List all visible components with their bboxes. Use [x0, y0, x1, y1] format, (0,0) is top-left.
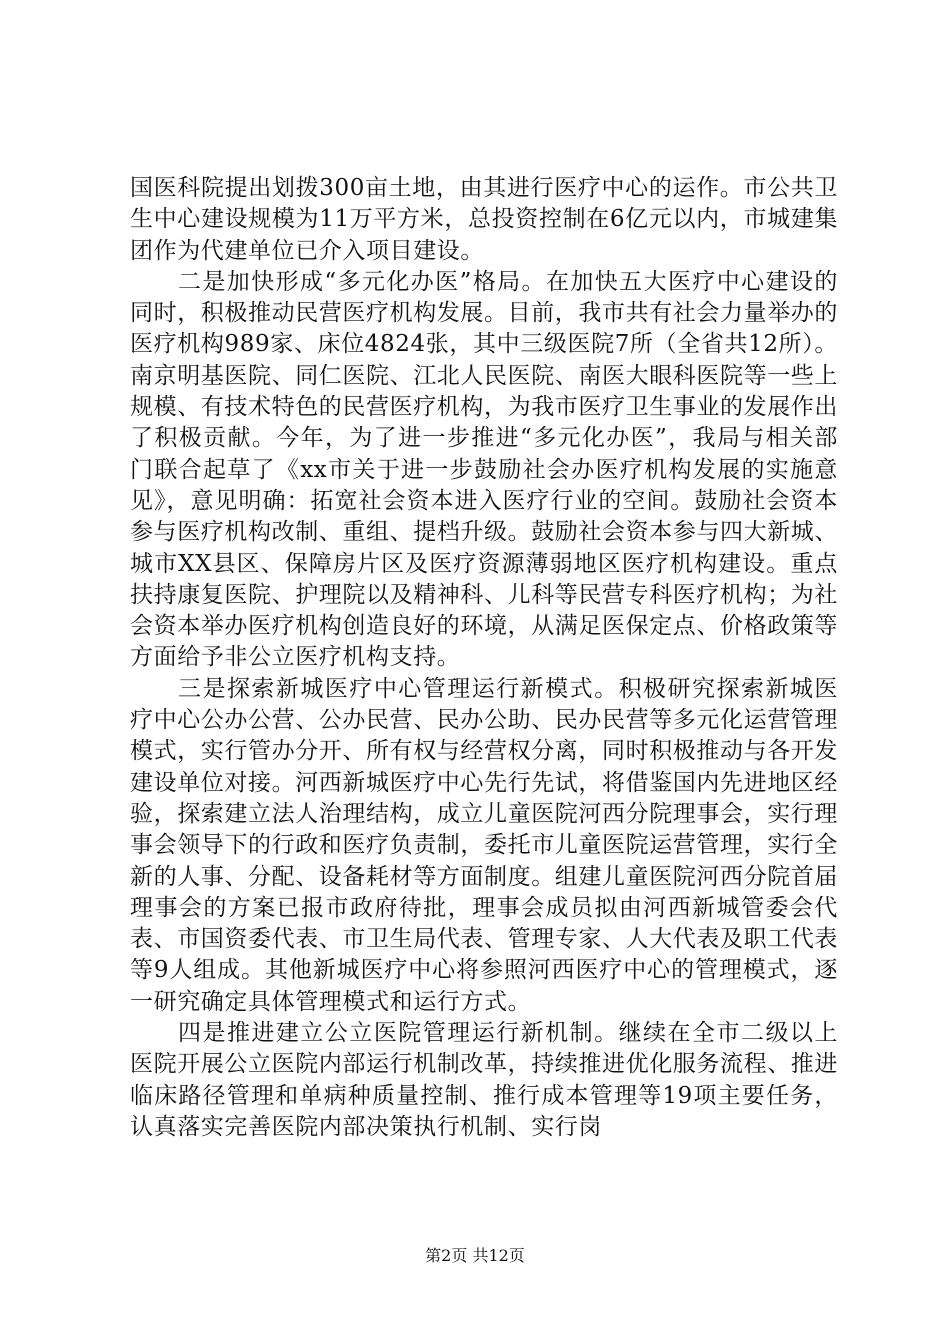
paragraph-public-hospital-mechanism: 四是推进建立公立医院管理运行新机制。继续在全市二级以上医院开展公立医院内部运行机制改革，持续推进优化服务流程、推进临床路径管理和单病种质量控制、推行成本管理等19项主要任务，认真落实完善医院内部决策执行机制、实行岗: [130, 1020, 838, 1140]
paragraph-continuation: 国医科院提出划拨300亩土地，由其进行医疗中心的运作。市公共卫生中心建设规模为11万平方米，总投资控制在6亿元以内，市城建集团作为代建单位已介入项目建设。: [130, 175, 838, 264]
paragraph-new-city-model: 三是探索新城医疗中心管理运行新模式。积极研究探索新城医疗中心公办公营、公办民营、民办公助、民办民营等多元化运营管理模式，实行管办分开、所有权与经营权分离，同时积极推动与各开发建设单位对接。河西新城医疗中心先行先试，将借鉴国内先进地区经验，探索建立法人治理结构，成立儿童医院河西分院理事会，实行理事会领导下的行政和医疗负责制，委托市儿童医院运营管理，实行全新的人事、分配、设备耗材等方面制度。组建儿童医院河西分院首届理事会的方案已报市政府待批，理事会成员拟由河西新城管委会代表、市国资委代表、市卫生局代表、管理专家、人大代表及职工代表等9人组成。其他新城医疗中心将参照河西医疗中心的管理模式，逐一研究确定具体管理模式和运行方式。: [130, 675, 838, 1015]
page-footer: 第2页 共12页: [425, 1246, 525, 1265]
document-body: [130, 173, 838, 1143]
paragraph-diversified-medical: 二是加快形成“多元化办医”格局。在加快五大医疗中心建设的同时，积极推动民营医疗机构发展。目前，我市共有社会力量举办的医疗机构989家、床位4824张，其中三级医院7所（全省共12所）。南京明基医院、同仁医院、江北人民医院、南医大眼科医院等一些上规模、有技术特色的民营医疗机构，为我市医疗卫生事业的发展作出了积极贡献。今年，为了进一步推进“多元化办医”，我局与相关部门联合起草了《xx市关于进一步鼓励社会办医疗机构发展的实施意见》，意见明确：拓宽社会资本进入医疗行业的空间。鼓励社会资本参与医疗机构改制、重组、提档升级。鼓励社会资本参与四大新城、城市XX县区、保障房片区及医疗资源薄弱地区医疗机构建设。重点扶持康复医院、护理院以及精神科、儿科等民营专科医疗机构；为社会资本举办医疗机构创造良好的环境，从满足医保定点、价格政策等方面给予非公立医疗机构支持。: [130, 268, 838, 671]
